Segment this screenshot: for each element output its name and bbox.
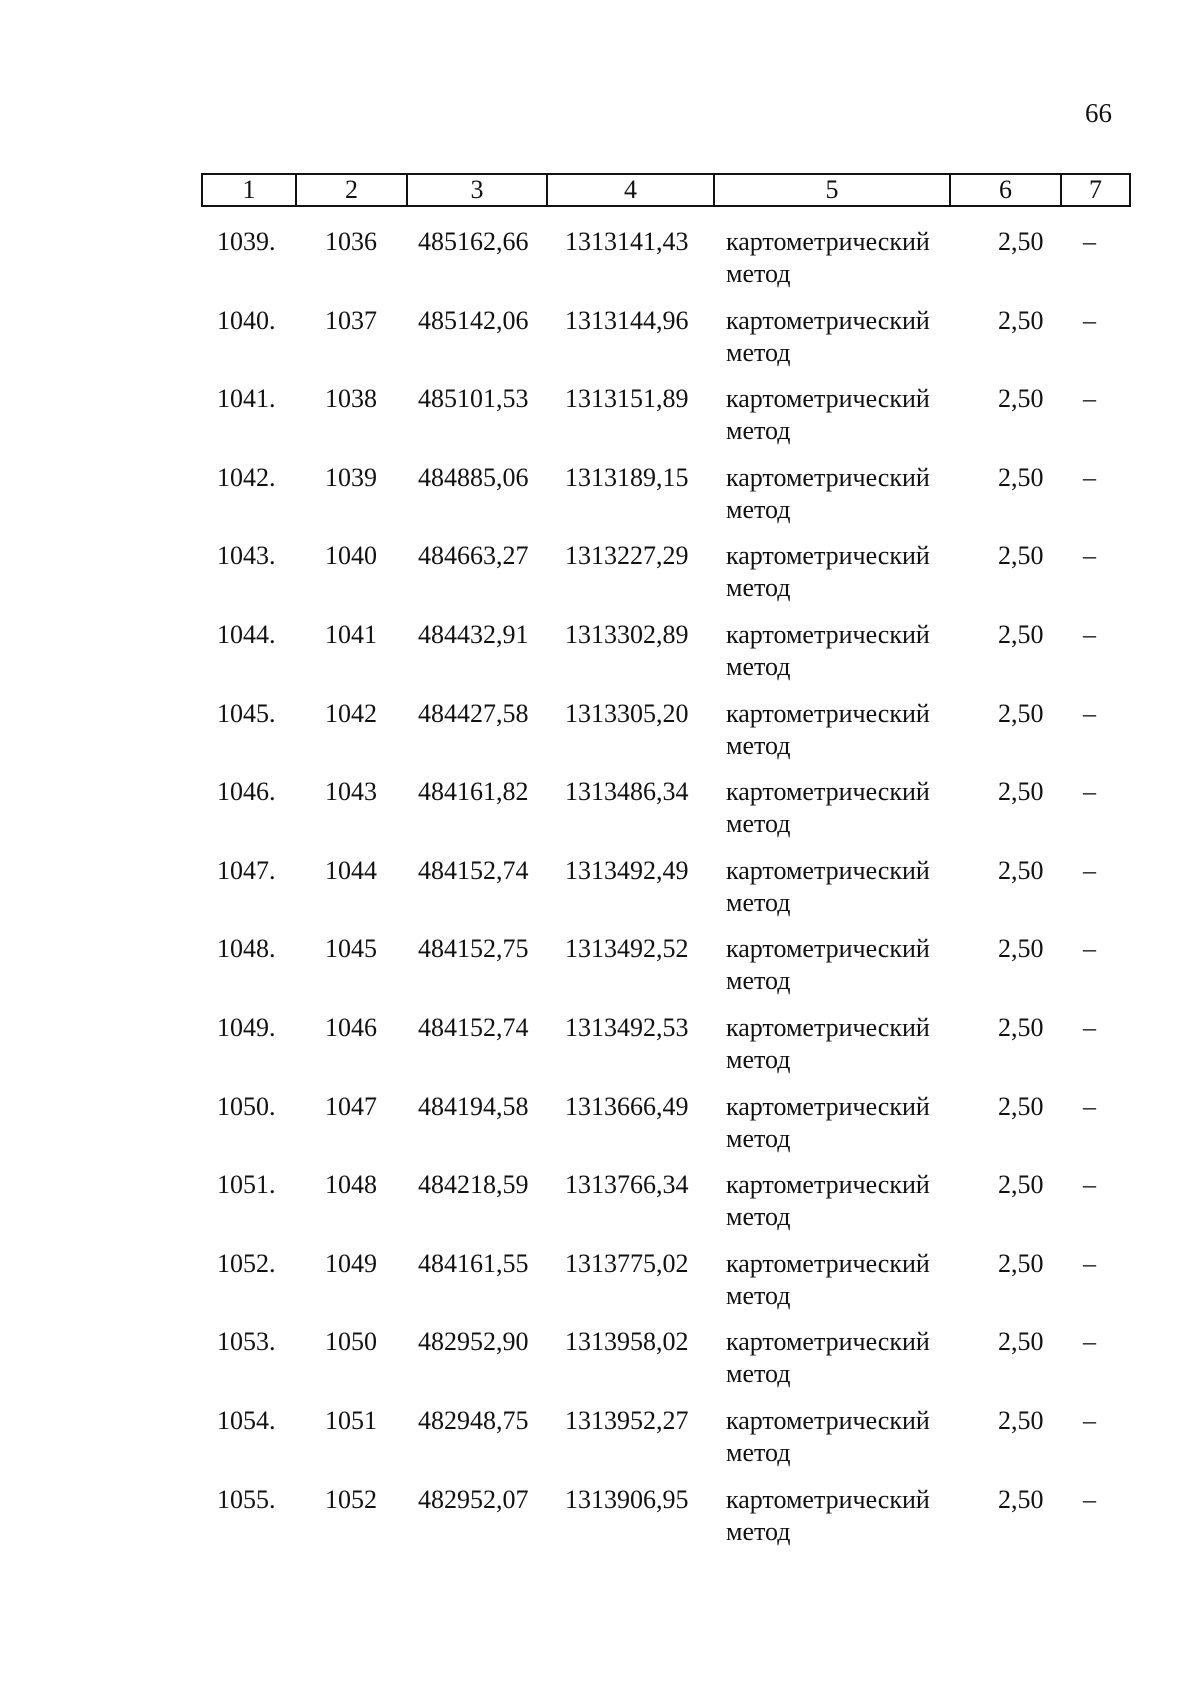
point-number: 1036 bbox=[325, 227, 377, 256]
coordinate-y: 1313492,49 bbox=[565, 855, 689, 885]
row-number: 1054. bbox=[217, 1405, 276, 1435]
coordinate-y: 1313151,89 bbox=[565, 384, 689, 414]
method-line-1: картометрический bbox=[726, 227, 930, 256]
column-header-6: 6 bbox=[950, 174, 1061, 206]
coordinate-y: 1313666,49 bbox=[565, 1091, 689, 1121]
row-number: 1055. bbox=[217, 1484, 276, 1514]
coordinate-x: 484663,27 bbox=[418, 541, 529, 571]
row-number: 1049. bbox=[217, 1012, 276, 1042]
column-header-3: 3 bbox=[407, 174, 547, 206]
coordinate-y: 1313775,02 bbox=[565, 1248, 689, 1278]
description: – bbox=[1083, 384, 1096, 414]
coordinate-table-body bbox=[201, 226, 1129, 1562]
method-line-1: картометрический bbox=[726, 1484, 930, 1514]
page-number: 66 bbox=[1085, 98, 1112, 128]
row-number: 1045. bbox=[217, 698, 276, 728]
coordinate-y: 1313302,89 bbox=[565, 619, 689, 649]
coordinate-y: 1313141,43 bbox=[565, 227, 689, 256]
row-number: 1040. bbox=[217, 305, 276, 335]
coordinate-y: 1313189,15 bbox=[565, 462, 689, 492]
coordinate-y: 1313952,27 bbox=[565, 1405, 689, 1435]
coordinate-x: 485101,53 bbox=[418, 384, 529, 414]
row-number: 1039. bbox=[217, 227, 276, 256]
method-line-1: картометрический bbox=[726, 777, 930, 807]
coordinate-y: 1313958,02 bbox=[565, 1327, 689, 1357]
accuracy: 2,50 bbox=[998, 462, 1044, 492]
point-number: 1044 bbox=[325, 855, 377, 885]
coordinate-y: 1313144,96 bbox=[565, 305, 689, 335]
point-number: 1041 bbox=[325, 619, 377, 649]
point-number: 1047 bbox=[325, 1091, 377, 1121]
coordinate-x: 482952,07 bbox=[418, 1484, 529, 1514]
method bbox=[726, 1012, 956, 1076]
row-number: 1043. bbox=[217, 541, 276, 571]
accuracy: 2,50 bbox=[998, 1012, 1044, 1042]
method bbox=[726, 1326, 956, 1390]
table-row bbox=[201, 933, 1129, 1012]
row-number: 1044. bbox=[217, 619, 276, 649]
description: – bbox=[1083, 1484, 1096, 1514]
coordinate-y: 1313906,95 bbox=[565, 1484, 689, 1514]
method-line-2: метод bbox=[726, 573, 791, 603]
coordinate-x: 485162,66 bbox=[418, 227, 529, 256]
coordinate-x: 484152,74 bbox=[418, 1012, 529, 1042]
column-header-5: 5 bbox=[714, 174, 950, 206]
description: – bbox=[1083, 227, 1096, 256]
method-line-1: картометрический bbox=[726, 1012, 930, 1042]
table-row bbox=[201, 776, 1129, 855]
method bbox=[726, 1091, 956, 1155]
method bbox=[726, 462, 956, 526]
method-line-2: метод bbox=[726, 416, 791, 446]
coordinate-x: 484152,74 bbox=[418, 855, 529, 885]
coordinate-x: 484218,59 bbox=[418, 1170, 529, 1200]
accuracy: 2,50 bbox=[998, 1484, 1044, 1514]
method-line-1: картометрический bbox=[726, 1405, 930, 1435]
accuracy: 2,50 bbox=[998, 619, 1044, 649]
method-line-2: метод bbox=[726, 259, 791, 288]
coordinate-y: 1313227,29 bbox=[565, 541, 689, 571]
row-number: 1048. bbox=[217, 934, 276, 964]
table-row bbox=[201, 1169, 1129, 1248]
method-line-2: метод bbox=[726, 337, 791, 367]
row-number: 1041. bbox=[217, 384, 276, 414]
description: – bbox=[1083, 1405, 1096, 1435]
method bbox=[726, 698, 956, 762]
method-line-1: картометрический bbox=[726, 1248, 930, 1278]
description: – bbox=[1083, 777, 1096, 807]
point-number: 1039 bbox=[325, 462, 377, 492]
row-number: 1051. bbox=[217, 1170, 276, 1200]
method bbox=[726, 305, 956, 369]
coordinate-x: 484161,55 bbox=[418, 1248, 529, 1278]
accuracy: 2,50 bbox=[998, 1327, 1044, 1357]
accuracy: 2,50 bbox=[998, 305, 1044, 335]
point-number: 1049 bbox=[325, 1248, 377, 1278]
row-number: 1042. bbox=[217, 462, 276, 492]
point-number: 1046 bbox=[325, 1012, 377, 1042]
description: – bbox=[1083, 619, 1096, 649]
point-number: 1042 bbox=[325, 698, 377, 728]
method-line-2: метод bbox=[726, 651, 791, 681]
coordinate-x: 484432,91 bbox=[418, 619, 529, 649]
table-row bbox=[201, 1091, 1129, 1170]
accuracy: 2,50 bbox=[998, 777, 1044, 807]
accuracy: 2,50 bbox=[998, 384, 1044, 414]
description: – bbox=[1083, 698, 1096, 728]
coordinate-y: 1313766,34 bbox=[565, 1170, 689, 1200]
method-line-1: картометрический bbox=[726, 619, 930, 649]
table-row bbox=[201, 619, 1129, 698]
table-row bbox=[201, 1248, 1129, 1327]
method-line-2: метод bbox=[726, 494, 791, 524]
description: – bbox=[1083, 1248, 1096, 1278]
description: – bbox=[1083, 934, 1096, 964]
method bbox=[726, 1484, 956, 1548]
method bbox=[726, 226, 956, 290]
accuracy: 2,50 bbox=[998, 1170, 1044, 1200]
coordinate-x: 484194,58 bbox=[418, 1091, 529, 1121]
method bbox=[726, 855, 956, 919]
method bbox=[726, 383, 956, 447]
row-number: 1046. bbox=[217, 777, 276, 807]
column-header-2: 2 bbox=[296, 174, 407, 206]
method-line-2: метод bbox=[726, 1280, 791, 1310]
method-line-2: метод bbox=[726, 1437, 791, 1467]
point-number: 1051 bbox=[325, 1405, 377, 1435]
method-line-1: картометрический bbox=[726, 541, 930, 571]
table-row bbox=[201, 698, 1129, 777]
method-line-2: метод bbox=[726, 1044, 791, 1074]
method bbox=[726, 933, 956, 997]
method-line-2: метод bbox=[726, 1123, 791, 1153]
description: – bbox=[1083, 1327, 1096, 1357]
table-row bbox=[201, 1484, 1129, 1563]
method-line-1: картометрический bbox=[726, 1327, 930, 1357]
table-row bbox=[201, 855, 1129, 934]
description: – bbox=[1083, 1091, 1096, 1121]
column-header-1: 1 bbox=[202, 174, 296, 206]
point-number: 1052 bbox=[325, 1484, 377, 1514]
coordinate-y: 1313486,34 bbox=[565, 777, 689, 807]
method-line-2: метод bbox=[726, 809, 791, 839]
accuracy: 2,50 bbox=[998, 1091, 1044, 1121]
description: – bbox=[1083, 855, 1096, 885]
method-line-2: метод bbox=[726, 887, 791, 917]
method-line-1: картометрический bbox=[726, 462, 930, 492]
accuracy: 2,50 bbox=[998, 855, 1044, 885]
accuracy: 2,50 bbox=[998, 1405, 1044, 1435]
table-row bbox=[201, 462, 1129, 541]
method-line-2: метод bbox=[726, 966, 791, 996]
description: – bbox=[1083, 1012, 1096, 1042]
method-line-1: картометрический bbox=[726, 305, 930, 335]
row-number: 1047. bbox=[217, 855, 276, 885]
coordinate-y: 1313492,52 bbox=[565, 934, 689, 964]
coordinate-y: 1313492,53 bbox=[565, 1012, 689, 1042]
accuracy: 2,50 bbox=[998, 698, 1044, 728]
column-header-table bbox=[201, 173, 1131, 207]
coordinate-x: 484161,82 bbox=[418, 777, 529, 807]
method-line-1: картометрический bbox=[726, 855, 930, 885]
coordinate-x: 484885,06 bbox=[418, 462, 529, 492]
method bbox=[726, 540, 956, 604]
table-row bbox=[201, 226, 1129, 305]
description: – bbox=[1083, 1170, 1096, 1200]
coordinate-x: 484152,75 bbox=[418, 934, 529, 964]
accuracy: 2,50 bbox=[998, 1248, 1044, 1278]
method-line-2: метод bbox=[726, 1359, 791, 1389]
point-number: 1043 bbox=[325, 777, 377, 807]
coordinate-y: 1313305,20 bbox=[565, 698, 689, 728]
accuracy: 2,50 bbox=[998, 541, 1044, 571]
method bbox=[726, 1169, 956, 1233]
method-line-1: картометрический bbox=[726, 1091, 930, 1121]
method-line-1: картометрический bbox=[726, 384, 930, 414]
point-number: 1037 bbox=[325, 305, 377, 335]
method bbox=[726, 619, 956, 683]
column-header-7: 7 bbox=[1061, 174, 1130, 206]
point-number: 1045 bbox=[325, 934, 377, 964]
point-number: 1038 bbox=[325, 384, 377, 414]
method-line-1: картометрический bbox=[726, 1170, 930, 1200]
row-number: 1052. bbox=[217, 1248, 276, 1278]
coordinate-x: 485142,06 bbox=[418, 305, 529, 335]
method bbox=[726, 1248, 956, 1312]
point-number: 1040 bbox=[325, 541, 377, 571]
point-number: 1050 bbox=[325, 1327, 377, 1357]
row-number: 1050. bbox=[217, 1091, 276, 1121]
coordinate-x: 482952,90 bbox=[418, 1327, 529, 1357]
column-header-row bbox=[202, 174, 1130, 206]
description: – bbox=[1083, 541, 1096, 571]
method-line-2: метод bbox=[726, 1516, 791, 1546]
method-line-1: картометрический bbox=[726, 934, 930, 964]
method bbox=[726, 1405, 956, 1469]
method-line-2: метод bbox=[726, 730, 791, 760]
table-row bbox=[201, 1012, 1129, 1091]
accuracy: 2,50 bbox=[998, 227, 1044, 256]
table-row bbox=[201, 1405, 1129, 1484]
coordinate-x: 482948,75 bbox=[418, 1405, 529, 1435]
method bbox=[726, 776, 956, 840]
table-row bbox=[201, 383, 1129, 462]
table-row bbox=[201, 305, 1129, 384]
method-line-1: картометрический bbox=[726, 698, 930, 728]
column-header-4: 4 bbox=[547, 174, 714, 206]
description: – bbox=[1083, 305, 1096, 335]
point-number: 1048 bbox=[325, 1170, 377, 1200]
method-line-2: метод bbox=[726, 1202, 791, 1232]
accuracy: 2,50 bbox=[998, 934, 1044, 964]
table-row bbox=[201, 1326, 1129, 1405]
description: – bbox=[1083, 462, 1096, 492]
coordinate-x: 484427,58 bbox=[418, 698, 529, 728]
row-number: 1053. bbox=[217, 1327, 276, 1357]
table-row bbox=[201, 540, 1129, 619]
